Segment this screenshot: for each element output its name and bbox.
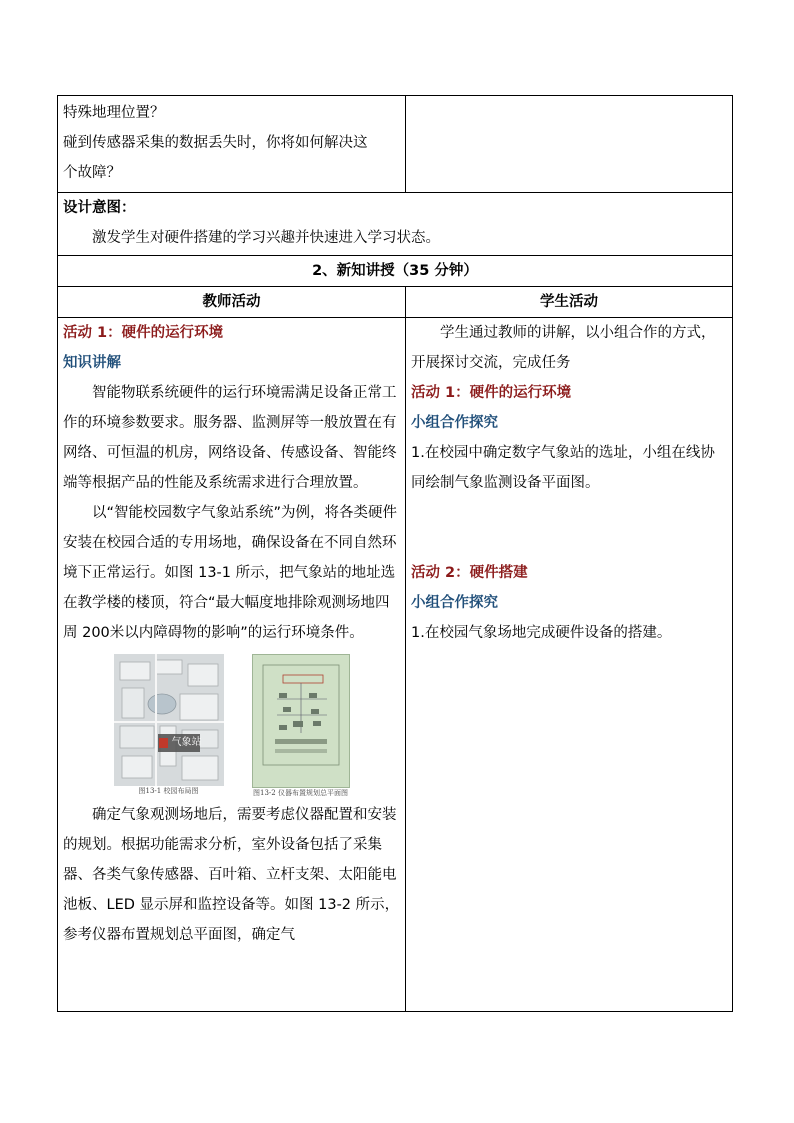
content-row [58,318,733,1012]
teacher-header: 教师活动 [58,287,406,318]
student-intro: 学生通过教师的讲解，以小组合作的方式，开展探讨交流，完成任务 [411,325,716,371]
spacer [411,498,727,558]
station-label: 气象站 [171,737,202,748]
section-row [58,256,733,287]
teacher-activity1-title: 活动 1：硬件的运行环境 [63,325,224,341]
student-group1-heading: 小组合作探究 [411,415,498,431]
knowledge-heading: 知识讲解 [63,355,121,371]
lesson-table [57,95,733,1012]
figure-13-1 [114,654,224,798]
section-title: 2、新知讲授（35 分钟） [58,256,733,287]
question-line-1: 特殊地理位置？ [63,105,165,121]
student-header: 学生活动 [406,287,733,318]
top-right-cell [406,96,733,193]
teacher-paragraph-3: 确定气象观测场地后，需要考虑仪器配置和安装的规划。根据功能需求分析，室外设备包括了采集器、各类气象传感器、百叶箱、立杆支架、太阳能电池板、LED 显示屏和监控设备等。如图 13-2 所示，参考仪器布置规划总平面图，确定气 [63,807,400,943]
teacher-cell [58,318,406,1012]
instrument-plan-image [252,654,350,788]
figures [63,648,400,800]
top-left-cell [58,96,406,193]
student-activity1-title: 活动 1：硬件的运行环境 [411,385,572,401]
figure-13-1-caption: 图13-1 校园布局图 [138,787,199,795]
top-row [58,96,733,193]
lesson-plan-page [57,95,732,1012]
design-cell [58,193,733,256]
teacher-paragraph-1: 智能物联系统硬件的运行环境需满足设备正常工作的环境参数要求。服务器、监测屏等一般放置在有网络、可恒温的机房，网络设备、传感设备、智能终端等根据产品的性能及系统需求进行合理放置。 [63,385,397,491]
question-line-3: 个故障？ [63,165,121,181]
figure-13-2 [252,654,350,798]
student-activity2-title: 活动 2：硬件搭建 [411,565,528,581]
figure-13-2-caption: 图13-2 仪器布置规划总平面图 [253,789,348,797]
student-task1: 1.在校园中确定数字气象站的选址，小组在线协同绘制气象监测设备平面图。 [411,445,715,491]
student-cell [406,318,733,1012]
design-row [58,193,733,256]
design-label: 设计意图： [63,200,136,216]
teacher-paragraph-2: 以“智能校园数字气象站系统”为例，将各类硬件安装在校园合适的专用场地，确保设备在不同自然环境下正常运行。如图 13-1 所示，把气象站的地址选在教学楼的楼顶，符合“最大幅度地排除观测场地四周 200米以内障碍物的影响”的运行环境条件。 [63,505,398,641]
student-group2-heading: 小组合作探究 [411,595,498,611]
campus-layout-image [114,654,224,786]
header-row [58,287,733,318]
question-line-2: 碰到传感器采集的数据丢失时，你将如何解决这 [63,135,368,151]
design-text: 激发学生对硬件搭建的学习兴趣并快速进入学习状态。 [92,230,440,246]
student-task2: 1.在校园气象场地完成硬件设备的搭建。 [411,625,672,641]
